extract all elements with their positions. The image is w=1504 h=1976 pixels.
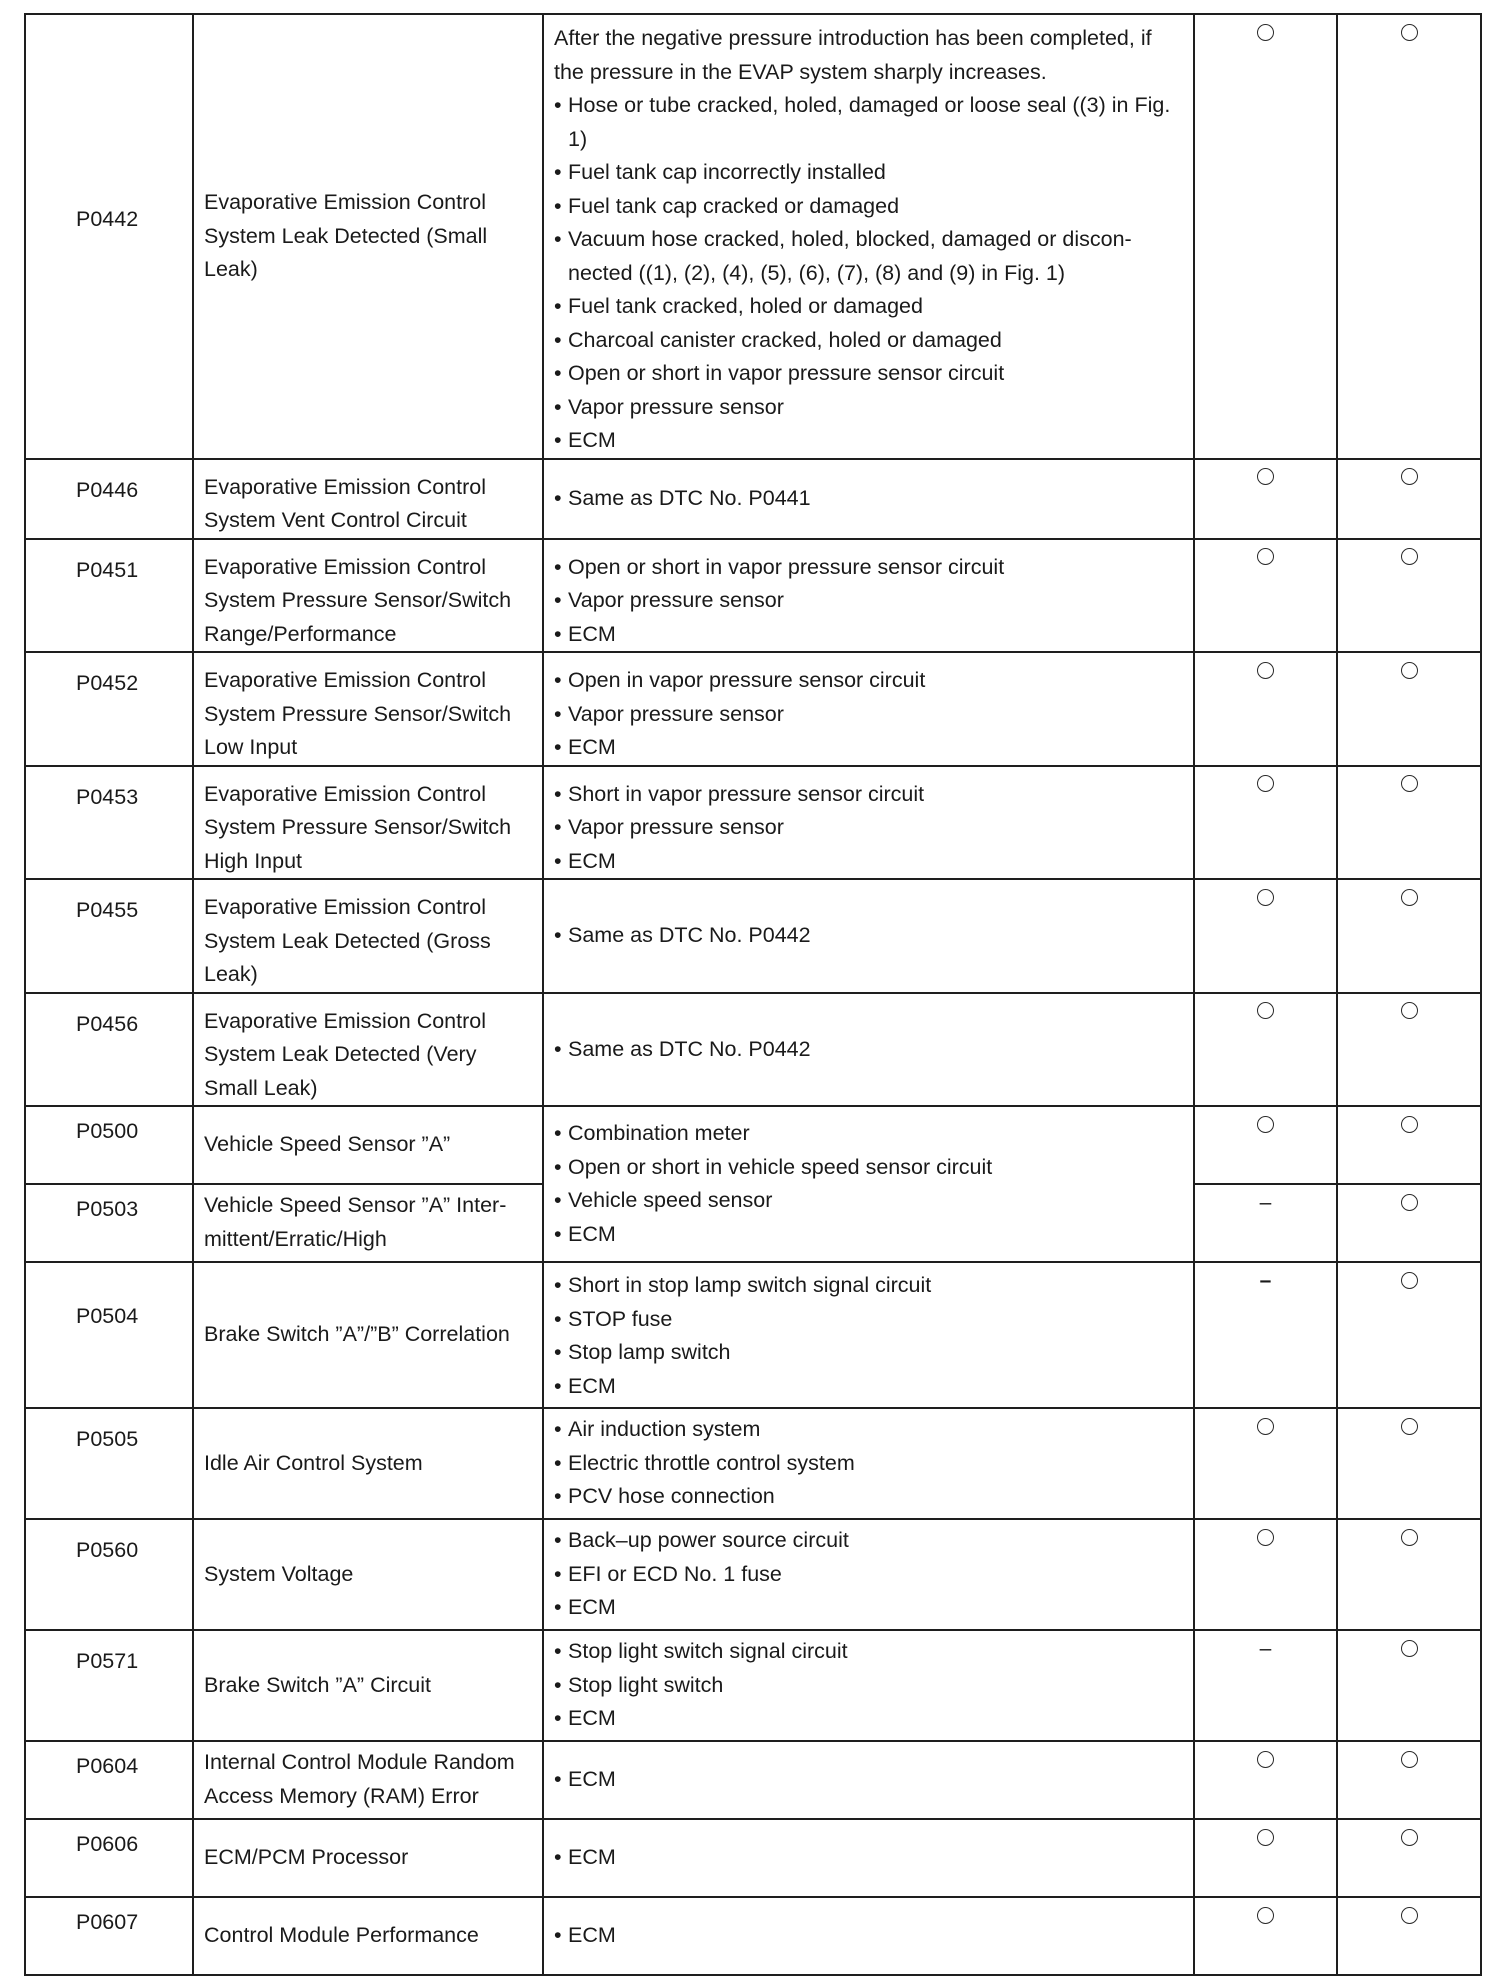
- dtc-code: P0504: [25, 1262, 193, 1408]
- dtc-code: P0453: [25, 766, 193, 880]
- trouble-area-item: • Same as DTC No. P0442: [554, 919, 1183, 953]
- trouble-area: [543, 1408, 1194, 1519]
- circle-icon: [1401, 775, 1418, 792]
- detection-item: Vehicle Speed Sensor ”A”: [193, 1106, 543, 1184]
- trouble-area-item: • Hose or tube cracked, holed, damaged or loose seal ((3) in Fig. 1): [554, 89, 1183, 156]
- trouble-area-item: • Same as DTC No. P0441: [554, 482, 1183, 516]
- dtc-code: P0606: [25, 1819, 193, 1897]
- mil-cell: [1194, 459, 1337, 539]
- trouble-area-item: • STOP fuse: [554, 1303, 1183, 1337]
- dtc-table-page: [24, 13, 1480, 1976]
- circle-icon: [1401, 889, 1418, 906]
- detection-item: Evaporative Emission Control System Leak Detected (Gross Leak): [193, 879, 543, 993]
- memory-cell: [1337, 879, 1481, 993]
- table-row: [25, 1262, 1481, 1408]
- trouble-area-item: • Open in vapor pressure sensor circuit: [554, 664, 1183, 698]
- circle-icon: [1257, 1529, 1274, 1546]
- dash-mark: –: [1259, 1190, 1272, 1214]
- trouble-area: [543, 1519, 1194, 1630]
- detection-item: ECM/PCM Processor: [193, 1819, 543, 1897]
- circle-icon: [1401, 1272, 1418, 1289]
- detection-item: System Voltage: [193, 1519, 543, 1630]
- trouble-area-item: • EFI or ECD No. 1 fuse: [554, 1558, 1183, 1592]
- circle-icon: [1257, 24, 1274, 41]
- trouble-area-item: • ECM: [554, 1841, 1183, 1875]
- circle-icon: [1257, 548, 1274, 565]
- trouble-area: [543, 1819, 1194, 1897]
- dtc-code: P0560: [25, 1519, 193, 1630]
- dtc-code: P0456: [25, 993, 193, 1107]
- dash-mark: –: [1259, 1636, 1272, 1660]
- dtc-code: P0607: [25, 1897, 193, 1975]
- trouble-area: [543, 1897, 1194, 1975]
- memory-cell: [1337, 1630, 1481, 1741]
- trouble-area-item: • Stop light switch: [554, 1669, 1183, 1703]
- trouble-area: [543, 652, 1194, 766]
- circle-icon: [1401, 548, 1418, 565]
- trouble-area-item: • Vapor pressure sensor: [554, 811, 1183, 845]
- dtc-code: P0442: [25, 14, 193, 459]
- memory-cell: [1337, 652, 1481, 766]
- dtc-code: P0500: [25, 1106, 193, 1184]
- detection-item: Brake Switch ”A”/”B” Correlation: [193, 1262, 543, 1408]
- detection-item: Internal Control Module Random Access Memory (RAM) Error: [193, 1741, 543, 1819]
- memory-cell: [1337, 459, 1481, 539]
- table-row: [25, 993, 1481, 1107]
- memory-cell: [1337, 993, 1481, 1107]
- circle-icon: [1257, 1907, 1274, 1924]
- detection-item: Evaporative Emission Control System Pressure Sensor/Switch Low Input: [193, 652, 543, 766]
- table-row: [25, 1819, 1481, 1897]
- mil-cell: [1194, 1819, 1337, 1897]
- trouble-area-item: • Short in stop lamp switch signal circuit: [554, 1269, 1183, 1303]
- trouble-area-item: • Combination meter: [554, 1117, 1183, 1151]
- table-row: [25, 459, 1481, 539]
- detection-item: Evaporative Emission Control System Pressure Sensor/Switch Range/Performance: [193, 539, 543, 653]
- dtc-table: [24, 13, 1482, 1976]
- trouble-area-item: • Same as DTC No. P0442: [554, 1033, 1183, 1067]
- trouble-area-item: • PCV hose connection: [554, 1480, 1183, 1514]
- circle-icon: [1257, 1002, 1274, 1019]
- trouble-area-item: • Charcoal canister cracked, holed or damaged: [554, 324, 1183, 358]
- circle-icon: [1257, 662, 1274, 679]
- trouble-area-item: • Vapor pressure sensor: [554, 698, 1183, 732]
- trouble-area-item: • ECM: [554, 1218, 1183, 1252]
- circle-icon: [1401, 1829, 1418, 1846]
- table-row: [25, 14, 1481, 459]
- trouble-area: [543, 1741, 1194, 1819]
- trouble-area: [543, 1106, 1194, 1262]
- circle-icon: [1401, 1002, 1418, 1019]
- detection-item: Evaporative Emission Control System Leak Detected (Very Small Leak): [193, 993, 543, 1107]
- mil-cell: [1194, 1106, 1337, 1184]
- detection-item: Evaporative Emission Control System Leak Detected (Small Leak): [193, 14, 543, 459]
- trouble-area-item: • ECM: [554, 1591, 1183, 1625]
- mil-cell: [1194, 652, 1337, 766]
- detection-item: Control Module Performance: [193, 1897, 543, 1975]
- dtc-code: P0505: [25, 1408, 193, 1519]
- dtc-code: P0604: [25, 1741, 193, 1819]
- circle-icon: [1401, 1194, 1418, 1211]
- dtc-code: P0446: [25, 459, 193, 539]
- trouble-area-item: • Open or short in vapor pressure sensor circuit: [554, 357, 1183, 391]
- mil-cell: [1194, 14, 1337, 459]
- trouble-area: [543, 1630, 1194, 1741]
- memory-cell: [1337, 1262, 1481, 1408]
- circle-icon: [1401, 662, 1418, 679]
- trouble-area: [543, 766, 1194, 880]
- dtc-code: P0452: [25, 652, 193, 766]
- trouble-area-item: • ECM: [554, 1763, 1183, 1797]
- table-row: [25, 879, 1481, 993]
- mil-cell: [1194, 539, 1337, 653]
- table-row: [25, 1408, 1481, 1519]
- trouble-area-item: • Fuel tank cap cracked or damaged: [554, 190, 1183, 224]
- trouble-area-item: • Stop light switch signal circuit: [554, 1635, 1183, 1669]
- memory-cell: [1337, 1741, 1481, 1819]
- memory-cell: [1337, 1819, 1481, 1897]
- detection-item: Vehicle Speed Sensor ”A” Inter- mittent/Erratic/High: [193, 1184, 543, 1262]
- circle-icon: [1401, 1529, 1418, 1546]
- trouble-area-item: • Vacuum hose cracked, holed, blocked, damaged or discon- nected ((1), (2), (4), (5), (6), (7), (8) and (9) in Fig. 1): [554, 223, 1183, 290]
- trouble-area-item: • ECM: [554, 1919, 1183, 1953]
- dtc-code: P0455: [25, 879, 193, 993]
- trouble-area-item: • Fuel tank cap incorrectly installed: [554, 156, 1183, 190]
- trouble-area-item: • ECM: [554, 424, 1183, 458]
- trouble-area: [543, 14, 1194, 459]
- circle-icon: [1401, 1907, 1418, 1924]
- trouble-area-intro: After the negative pressure introduction has been completed, if the pressure in the EVAP system sharply increases.: [554, 26, 1152, 84]
- circle-icon: [1257, 1829, 1274, 1846]
- dash-mark: –: [1259, 1268, 1272, 1292]
- trouble-area: [543, 1262, 1194, 1408]
- mil-cell: [1194, 993, 1337, 1107]
- memory-cell: [1337, 1184, 1481, 1262]
- memory-cell: [1337, 1519, 1481, 1630]
- circle-icon: [1401, 1751, 1418, 1768]
- circle-icon: [1401, 1116, 1418, 1133]
- memory-cell: [1337, 766, 1481, 880]
- mil-cell: [1194, 1408, 1337, 1519]
- circle-icon: [1401, 24, 1418, 41]
- table-row: [25, 539, 1481, 653]
- circle-icon: [1257, 889, 1274, 906]
- trouble-area-item: • ECM: [554, 731, 1183, 765]
- trouble-area-item: • Vapor pressure sensor: [554, 391, 1183, 425]
- mil-cell: [1194, 1741, 1337, 1819]
- mil-cell: [1194, 1262, 1337, 1408]
- memory-cell: [1337, 1897, 1481, 1975]
- trouble-area: [543, 879, 1194, 993]
- circle-icon: [1401, 1640, 1418, 1657]
- trouble-area-item: • Open or short in vapor pressure sensor circuit: [554, 551, 1183, 585]
- trouble-area-item: • Vapor pressure sensor: [554, 584, 1183, 618]
- detection-item: Brake Switch ”A” Circuit: [193, 1630, 543, 1741]
- trouble-area-item: • Air induction system: [554, 1413, 1183, 1447]
- mil-cell: [1194, 766, 1337, 880]
- dtc-code: P0503: [25, 1184, 193, 1262]
- trouble-area-item: • Fuel tank cracked, holed or damaged: [554, 290, 1183, 324]
- mil-cell: [1194, 1897, 1337, 1975]
- circle-icon: [1401, 1418, 1418, 1435]
- table-row: [25, 1897, 1481, 1975]
- table-row: [25, 1741, 1481, 1819]
- trouble-area: [543, 459, 1194, 539]
- table-row: [25, 652, 1481, 766]
- table-row: [25, 1106, 1481, 1184]
- trouble-area-item: • Short in vapor pressure sensor circuit: [554, 778, 1183, 812]
- trouble-area-item: • ECM: [554, 1370, 1183, 1404]
- dtc-code: P0451: [25, 539, 193, 653]
- trouble-area-item: • ECM: [554, 845, 1183, 879]
- memory-cell: [1337, 539, 1481, 653]
- dtc-code: P0571: [25, 1630, 193, 1741]
- circle-icon: [1257, 1116, 1274, 1133]
- circle-icon: [1257, 1418, 1274, 1435]
- circle-icon: [1257, 468, 1274, 485]
- trouble-area-item: • Stop lamp switch: [554, 1336, 1183, 1370]
- detection-item: Evaporative Emission Control System Pressure Sensor/Switch High Input: [193, 766, 543, 880]
- circle-icon: [1257, 775, 1274, 792]
- mil-cell: [1194, 1184, 1337, 1262]
- memory-cell: [1337, 1106, 1481, 1184]
- trouble-area-item: • Back–up power source circuit: [554, 1524, 1183, 1558]
- trouble-area-item: • Electric throttle control system: [554, 1447, 1183, 1481]
- circle-icon: [1257, 1751, 1274, 1768]
- trouble-area-item: • ECM: [554, 618, 1183, 652]
- mil-cell: [1194, 1519, 1337, 1630]
- circle-icon: [1401, 468, 1418, 485]
- memory-cell: [1337, 14, 1481, 459]
- trouble-area-item: • Open or short in vehicle speed sensor circuit: [554, 1151, 1183, 1185]
- table-row: [25, 1630, 1481, 1741]
- mil-cell: [1194, 1630, 1337, 1741]
- detection-item: Evaporative Emission Control System Vent Control Circuit: [193, 459, 543, 539]
- trouble-area: [543, 993, 1194, 1107]
- trouble-area-item: • ECM: [554, 1702, 1183, 1736]
- detection-item: Idle Air Control System: [193, 1408, 543, 1519]
- mil-cell: [1194, 879, 1337, 993]
- trouble-area: [543, 539, 1194, 653]
- trouble-area-item: • Vehicle speed sensor: [554, 1184, 1183, 1218]
- table-row: [25, 766, 1481, 880]
- table-row: [25, 1519, 1481, 1630]
- memory-cell: [1337, 1408, 1481, 1519]
